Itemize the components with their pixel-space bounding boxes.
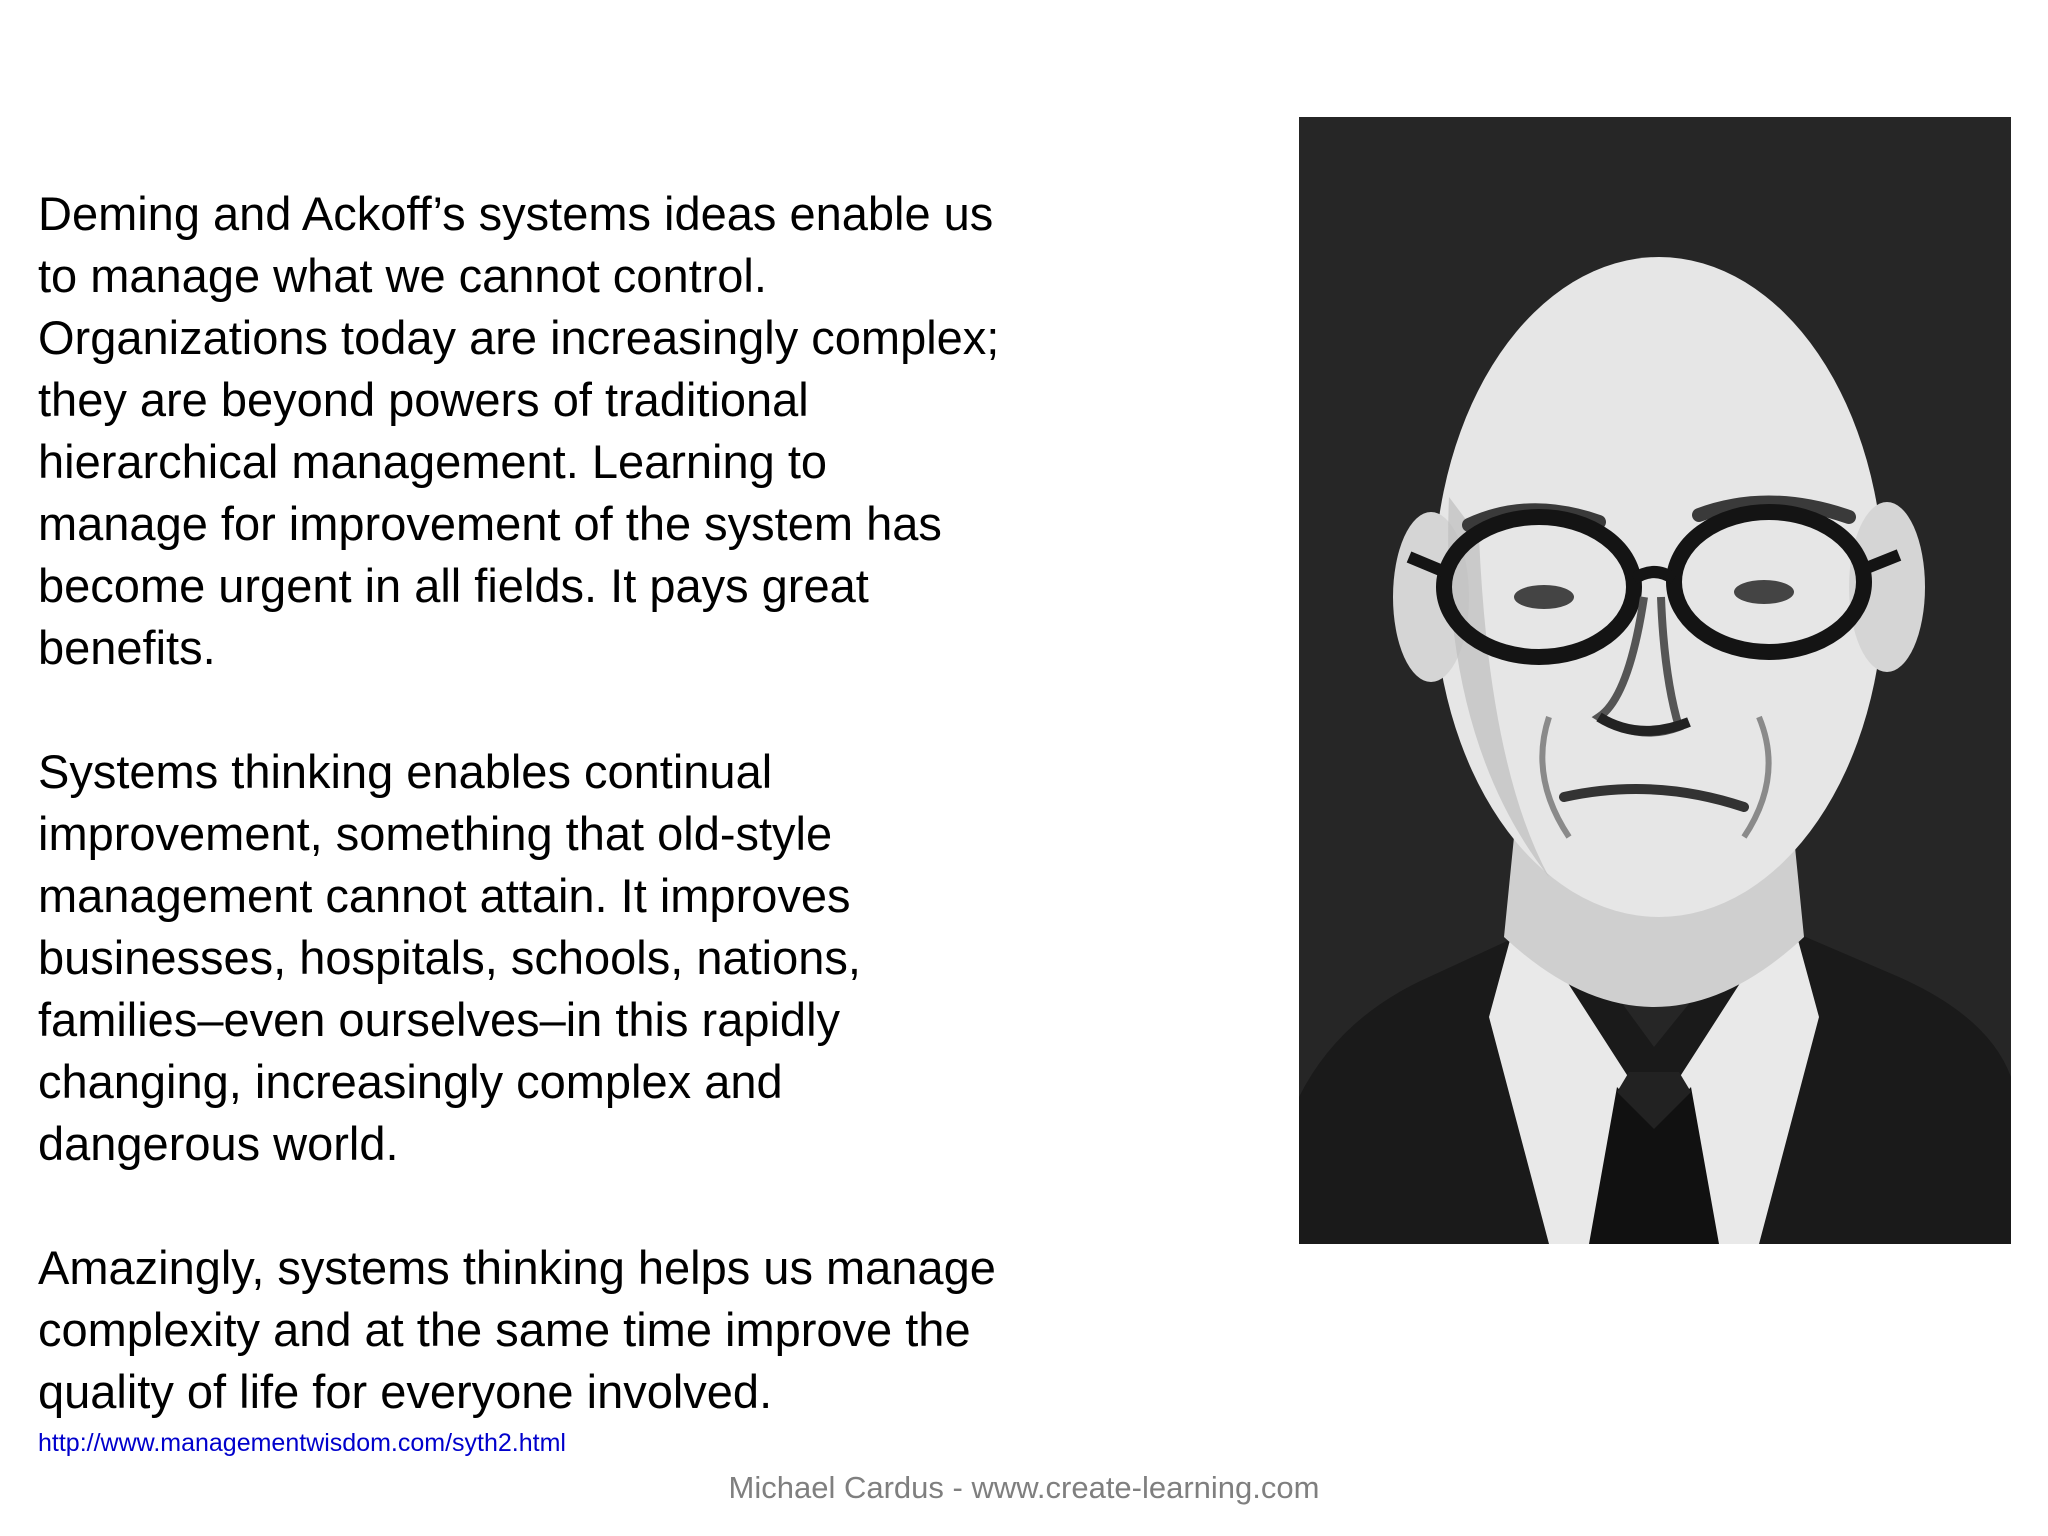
portrait-illustration-icon [1299,117,2011,1244]
paragraph-3: Amazingly, systems thinking helps us manage complexity and at the same time improve the quality of life for everyone involved. [38,1241,996,1418]
paragraph-1: Deming and Ackoff’s systems ideas enable us to manage what we cannot control. Organizations today are increasingly complex; they are beyond powers of traditional hierarchical management. Learning to manage for improvement of the system has become urgent in all fields. It pays great benefits. [38,187,1000,674]
body-text [38,183,1188,1423]
paragraph-2: Systems thinking enables continual improvement, something that old-style management cannot attain. It improves businesses, hospitals, schools, nations, families–even ourselves–in this rapidly changing, increasingly complex and dangerous world. [38,745,861,1170]
footer-credit: Michael Cardus - www.create-learning.com [728,1470,1320,1505]
source-link[interactable]: http://www.managementwisdom.com/syth2.html [38,1429,566,1457]
portrait-photo [1299,117,2011,1244]
